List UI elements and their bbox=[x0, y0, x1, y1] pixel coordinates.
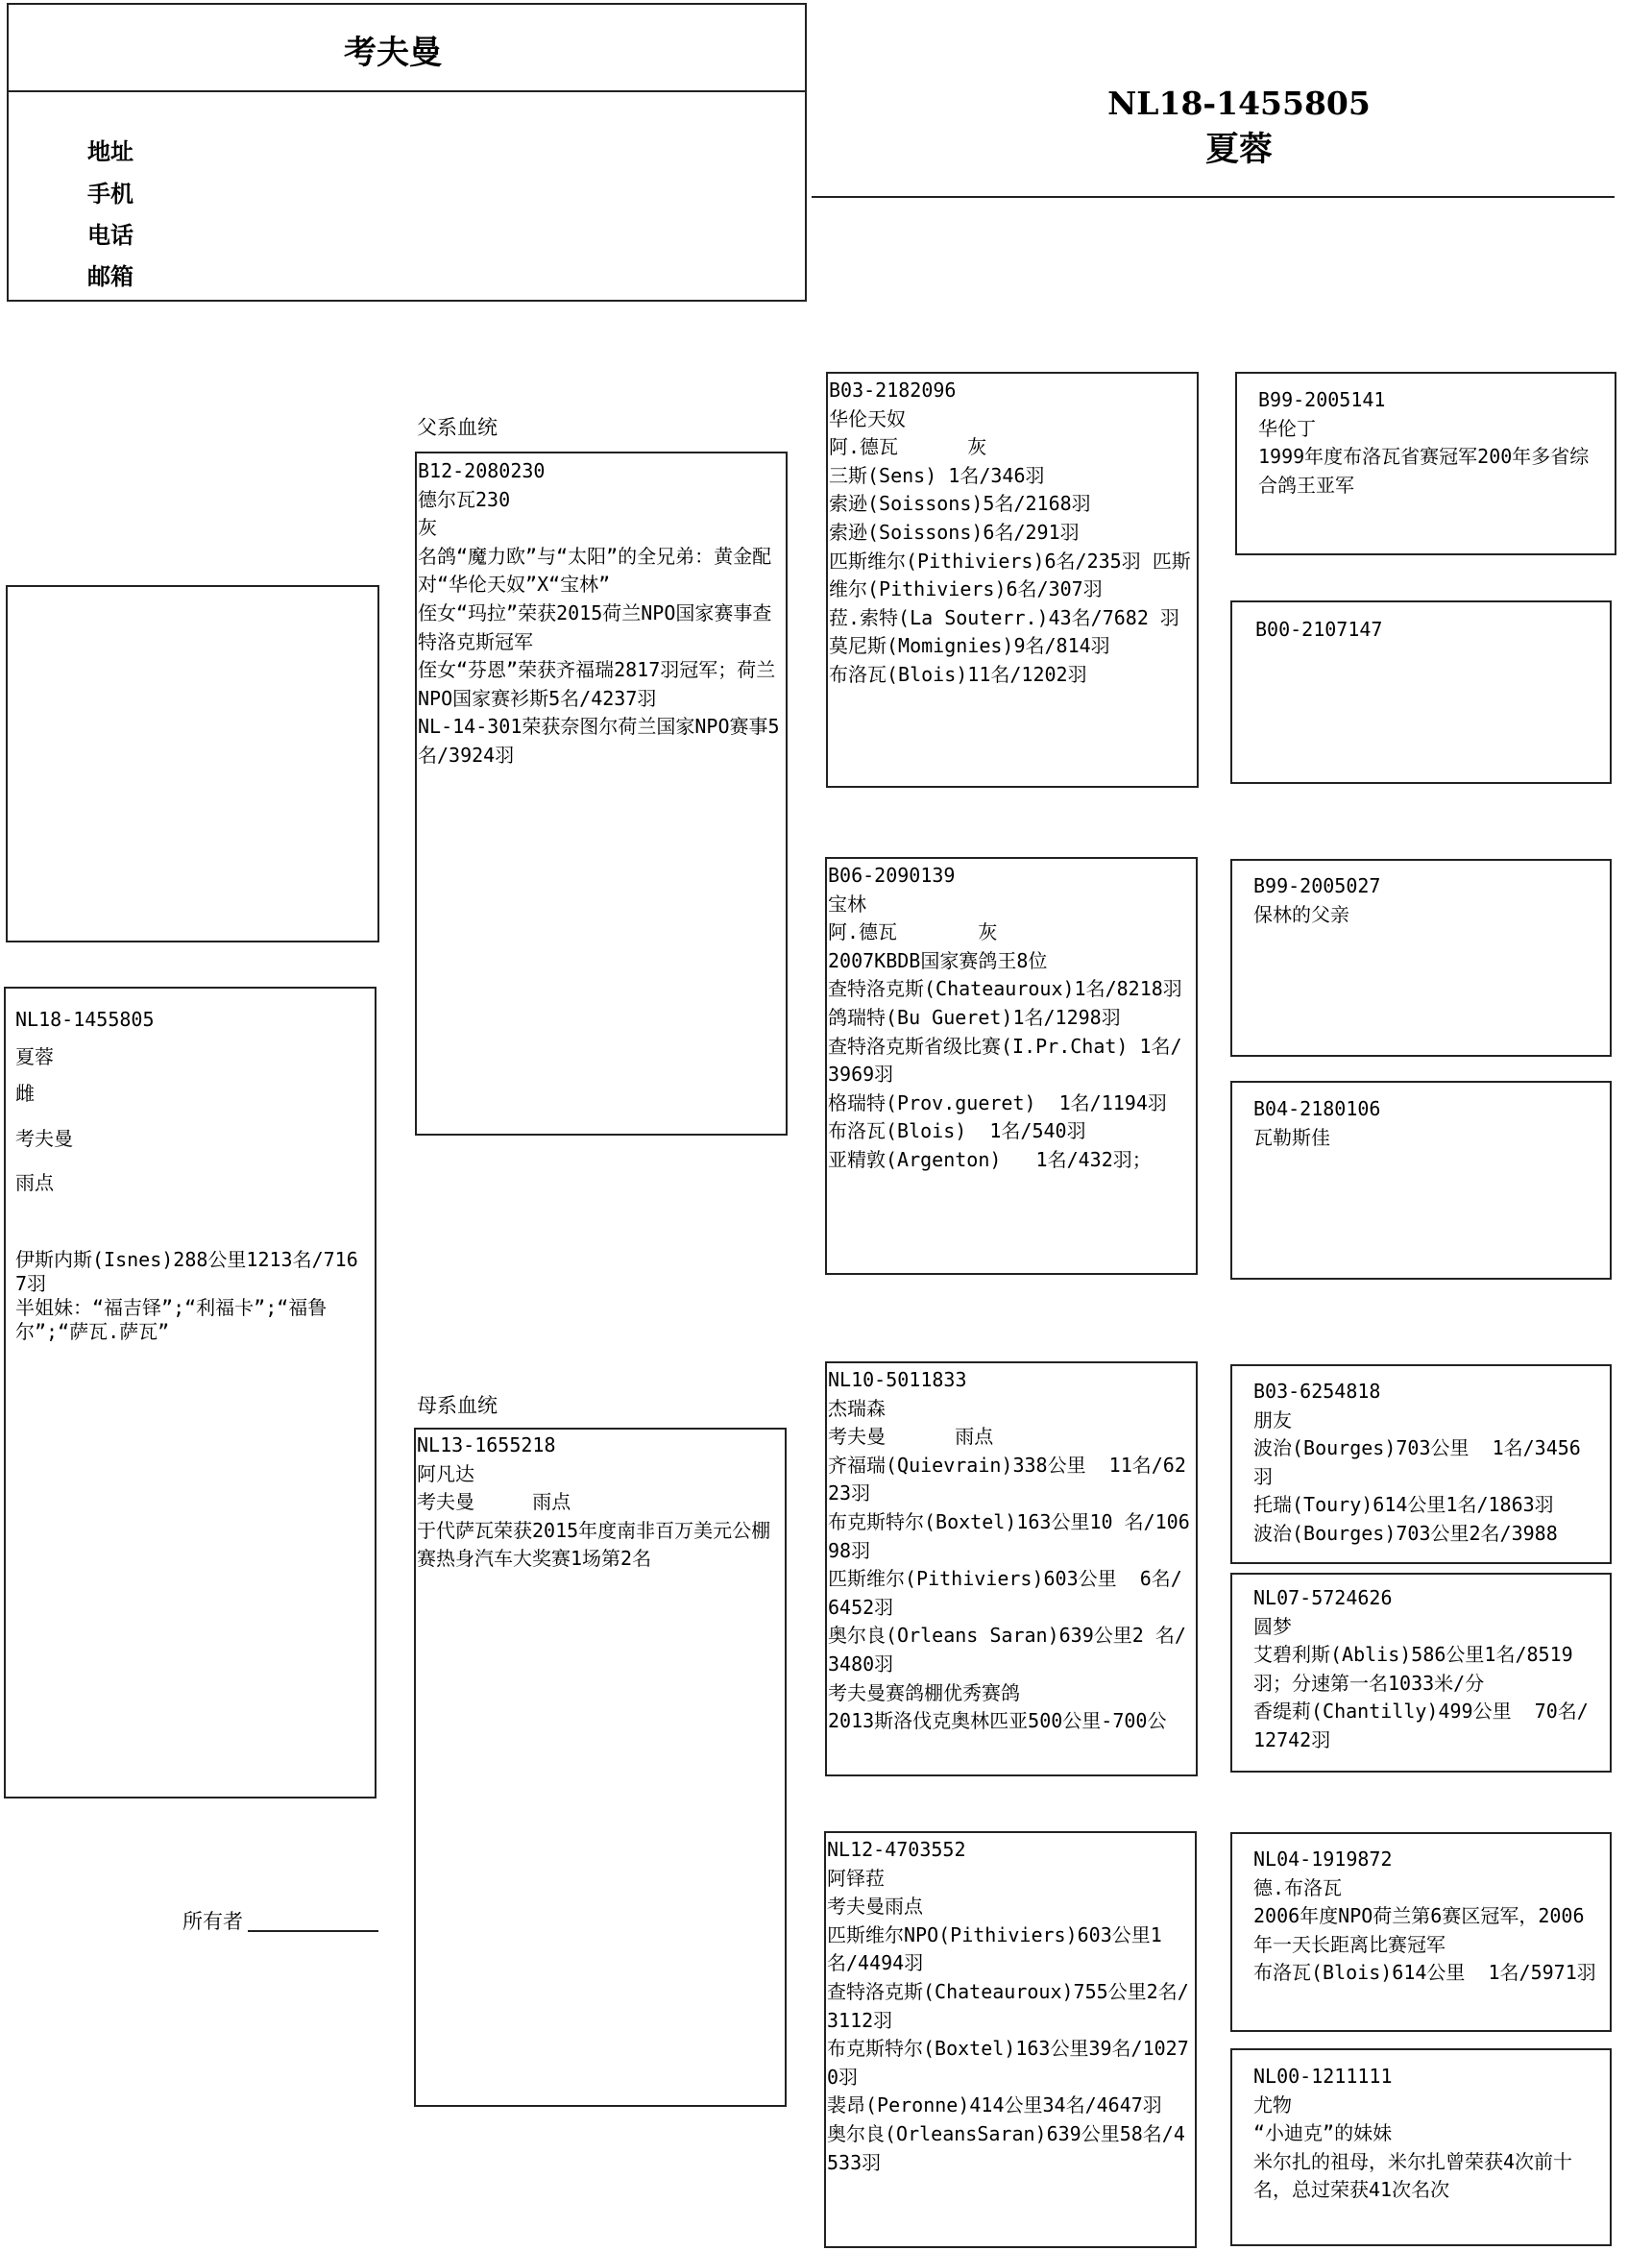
tel-label: 电话 bbox=[87, 221, 134, 249]
sire-sire-result: 莫尼斯(Momignies)9名/814羽 bbox=[829, 634, 1110, 658]
ggp-name: 华伦丁 bbox=[1258, 416, 1316, 440]
ggp-ring: B03-6254818 bbox=[1253, 1380, 1381, 1403]
dam-dam-result: 匹斯维尔NPO(Pithiviers)603公里1名/4494羽 bbox=[827, 1922, 1162, 1975]
ggp-box-8 bbox=[1230, 2048, 1612, 2246]
ggp-ring: NL04-1919872 bbox=[1253, 1847, 1393, 1871]
sire-dam-result: 查特洛克斯省级比赛(I.Pr.Chat) 1名/3969羽 bbox=[828, 1034, 1182, 1087]
dam-dam-box bbox=[824, 1831, 1197, 2248]
dam-dam-result: 布克斯特尔(Boxtel)163公里39名/10270羽 bbox=[827, 2037, 1189, 2089]
ggp-name: 圆梦 bbox=[1253, 1614, 1292, 1638]
owner-divider bbox=[9, 90, 805, 92]
sire-dam-ring: B06-2090139 bbox=[828, 864, 956, 887]
ggp-result: 波治(Bourges)703公里 1名/3456羽 bbox=[1253, 1436, 1581, 1488]
email-label: 邮箱 bbox=[87, 262, 134, 290]
sire-dam-breeder: 阿.德瓦 灰 bbox=[828, 920, 998, 944]
ggp-box-6 bbox=[1230, 1573, 1612, 1773]
sire-sire-result: 菈.索特(La Souterr.)43名/7682 羽 bbox=[829, 605, 1179, 629]
ggp-ring: NL07-5724626 bbox=[1253, 1586, 1393, 1609]
dam-sire-ring: NL10-5011833 bbox=[828, 1368, 967, 1391]
ggp-note: 1999年度布洛瓦省赛冠军200年多省综合鸽王亚军 bbox=[1258, 445, 1590, 497]
ggp-ring: B00-2107147 bbox=[1255, 618, 1383, 641]
dam-sire-result: 2013斯洛伐克奥林匹亚500公里-700公 bbox=[828, 1709, 1167, 1733]
sire-ring: B12-2080230 bbox=[418, 459, 546, 482]
ggp-name: 朋友 bbox=[1253, 1407, 1292, 1431]
dam-breeder: 考夫曼 雨点 bbox=[417, 1490, 571, 1514]
ggp-note: “小迪克”的妹妹 bbox=[1253, 2121, 1393, 2145]
ggp-result: 艾碧利斯(Ablis)586公里1名/8519羽；分速第一名1033米/分 bbox=[1253, 1643, 1573, 1695]
subject-result: 伊斯内斯(Isnes)288公里1213名/7167羽 bbox=[15, 1247, 358, 1295]
owner-label: 所有者 bbox=[182, 1910, 243, 1933]
sire-section-label: 父系血统 bbox=[417, 416, 498, 439]
sire-note: 名鸽“魔力欧”与“太阳”的全兄弟：黄金配对“华伦天奴”X“宝林” bbox=[418, 544, 772, 597]
sire-sire-breeder: 阿.德瓦 灰 bbox=[829, 435, 987, 459]
ggp-box-3 bbox=[1230, 859, 1612, 1057]
sire-sire-result: 布洛瓦(Blois)11名/1202羽 bbox=[829, 662, 1087, 686]
sire-dam-result: 查特洛克斯(Chateauroux)1名/8218羽 bbox=[828, 977, 1182, 1001]
sire-note: 侄女“芬恩”荣获齐福瑞2817羽冠军；荷兰NPO国家赛衫斯5名/4237羽 bbox=[418, 658, 776, 710]
dam-dam-result: 奥尔良(OrleansSaran)639公里58名/4533羽 bbox=[827, 2121, 1185, 2174]
ggp-name: 尤物 bbox=[1253, 2092, 1292, 2116]
subject-sex: 雌 bbox=[15, 1082, 35, 1106]
dam-sire-result: 考夫曼赛鸽棚优秀赛鸽 bbox=[828, 1680, 1020, 1704]
ggp-ring: B04-2180106 bbox=[1253, 1097, 1381, 1120]
ggp-result: 托瑞(Toury)614公里1名/1863羽 bbox=[1253, 1493, 1554, 1517]
subject-box bbox=[4, 987, 377, 1798]
ggp-result: 布洛瓦(Blois)614公里 1名/5971羽 bbox=[1253, 1961, 1596, 1985]
sire-dam-result: 格瑞特(Prov.gueret) 1名/1194羽 bbox=[828, 1090, 1167, 1114]
subject-color: 雨点 bbox=[15, 1171, 54, 1195]
ggp-ring: B99-2005027 bbox=[1253, 874, 1381, 897]
dam-dam-name: 阿铎菈 bbox=[827, 1866, 885, 1890]
dam-sire-result: 布克斯特尔(Boxtel)163公里10 名/10698羽 bbox=[828, 1509, 1190, 1562]
sire-sire-ring: B03-2182096 bbox=[829, 379, 957, 402]
dam-name: 阿凡达 bbox=[417, 1461, 474, 1485]
sire-dam-result: 鸽瑞特(Bu Gueret)1名/1298羽 bbox=[828, 1005, 1121, 1029]
ggp-result: 波治(Bourges)703公里2名/3988 bbox=[1253, 1521, 1558, 1545]
subject-siblings: 半姐妹：“福吉铎”;“利福卡”;“福鲁尔”;“萨瓦.萨瓦” bbox=[15, 1295, 328, 1343]
subject-name: 夏蓉 bbox=[15, 1044, 54, 1068]
sire-sire-box bbox=[826, 372, 1199, 788]
dam-dam-breeder: 考夫曼雨点 bbox=[827, 1895, 923, 1919]
sire-box bbox=[415, 452, 788, 1136]
ggp-box-1 bbox=[1235, 372, 1616, 555]
subject-breeder: 考夫曼 bbox=[15, 1126, 73, 1150]
ggp-name: 德.布洛瓦 bbox=[1253, 1875, 1343, 1899]
sire-note: NL-14-301荣获奈图尔荷兰国家NPO赛事5名/3924羽 bbox=[418, 715, 780, 767]
ggp-box-7 bbox=[1230, 1832, 1612, 2032]
sire-sire-name: 华伦天奴 bbox=[829, 406, 906, 430]
sire-dam-name: 宝林 bbox=[828, 892, 866, 916]
owner-name: 考夫曼 bbox=[344, 34, 442, 72]
sire-dam-box bbox=[825, 857, 1198, 1275]
header-name: 夏蓉 bbox=[1204, 130, 1273, 169]
dam-sire-name: 杰瑞森 bbox=[828, 1396, 886, 1420]
ggp-note: 米尔扎的祖母，米尔扎曾荣获4次前十名，总过荣获41次名次 bbox=[1253, 2149, 1573, 2202]
owner-card bbox=[7, 3, 807, 302]
ggp-box-2 bbox=[1230, 600, 1612, 784]
sire-name: 德尔瓦230 bbox=[418, 487, 511, 511]
ggp-box-4 bbox=[1230, 1081, 1612, 1280]
dam-box bbox=[414, 1428, 787, 2107]
phone-label: 手机 bbox=[87, 180, 134, 208]
header-underline bbox=[812, 196, 1615, 198]
ggp-ring: B99-2005141 bbox=[1258, 388, 1386, 411]
dam-sire-result: 齐福瑞(Quievrain)338公里 11名/6223羽 bbox=[828, 1453, 1186, 1505]
dam-sire-result: 匹斯维尔(Pithiviers)603公里 6名/6452羽 bbox=[828, 1567, 1182, 1619]
sire-sire-result: 索逊(Soissons)6名/291羽 bbox=[829, 520, 1080, 544]
ggp-name: 瓦勒斯佳 bbox=[1253, 1125, 1330, 1149]
owner-signature-line bbox=[248, 1930, 378, 1932]
dam-dam-ring: NL12-4703552 bbox=[827, 1838, 966, 1861]
sire-sire-result: 索逊(Soissons)5名/2168羽 bbox=[829, 492, 1091, 516]
ggp-result: 香缇莉(Chantilly)499公里 70名/12742羽 bbox=[1253, 1700, 1589, 1751]
dam-sire-result: 奥尔良(Orleans Saran)639公里2 名/3480羽 bbox=[828, 1624, 1186, 1676]
dam-sire-breeder: 考夫曼 雨点 bbox=[828, 1425, 994, 1449]
dam-dam-result: 查特洛克斯(Chateauroux)755公里2名/3112羽 bbox=[827, 1979, 1189, 2032]
dam-sire-box bbox=[825, 1361, 1198, 1776]
ggp-ring: NL00-1211111 bbox=[1253, 2065, 1393, 2088]
dam-section-label: 母系血统 bbox=[417, 1394, 498, 1417]
address-label: 地址 bbox=[87, 137, 134, 165]
header-ring: NL18-1455805 bbox=[1107, 85, 1371, 122]
sire-sire-result: 匹斯维尔(Pithiviers)6名/235羽 匹斯维尔(Pithiviers)6名/307羽 bbox=[829, 549, 1191, 601]
dam-dam-result: 裴昂(Peronne)414公里34名/4647羽 bbox=[827, 2093, 1162, 2117]
sire-sire-result: 三斯(Sens) 1名/346羽 bbox=[829, 463, 1045, 487]
subject-ring: NL18-1455805 bbox=[15, 1008, 155, 1031]
ggp-note: 2006年度NPO荷兰第6赛区冠军，2006年一天长距离比赛冠军 bbox=[1253, 1904, 1585, 1956]
ggp-box-5 bbox=[1230, 1364, 1612, 1564]
sire-dam-result: 2007KBDB国家赛鸽王8位 bbox=[828, 948, 1048, 972]
dam-note: 于代萨瓦荣获2015年度南非百万美元公棚赛热身汽车大奖赛1场第2名 bbox=[417, 1518, 771, 1571]
sire-dam-result: 亚精敦(Argenton) 1名/432羽； bbox=[828, 1147, 1152, 1171]
dam-ring: NL13-1655218 bbox=[417, 1433, 556, 1456]
sire-dam-result: 布洛瓦(Blois) 1名/540羽 bbox=[828, 1119, 1086, 1143]
photo-frame bbox=[6, 585, 379, 942]
ggp-name: 保林的父亲 bbox=[1253, 902, 1349, 926]
sire-color: 灰 bbox=[418, 516, 437, 540]
sire-note: 侄女“玛拉”荣获2015荷兰NPO国家赛事查特洛克斯冠军 bbox=[418, 600, 772, 653]
